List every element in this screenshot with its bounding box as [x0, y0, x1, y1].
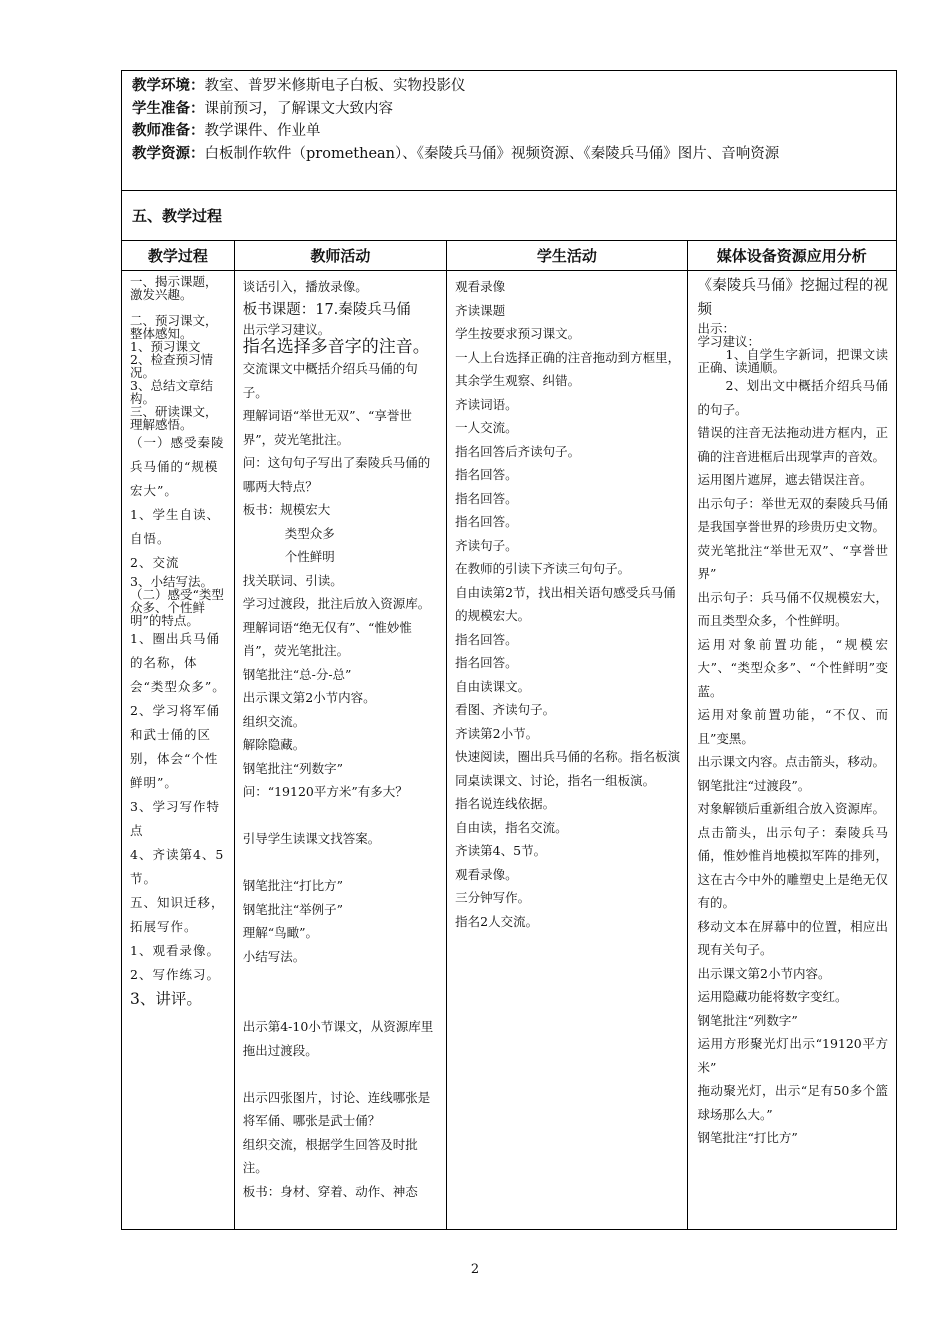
process-item: 一、揭示课题，激发兴趣。	[130, 274, 218, 302]
env-row: 教学环境：教室、普罗米修斯电子白板、实物投影仪	[132, 77, 466, 94]
media-item: 对象解锁后重新组合放入资源库。	[697, 801, 886, 816]
student-item: 一人交流。	[455, 420, 518, 435]
media-item: 荧光笔批注“举世无双”、“享誉世界”	[697, 542, 888, 581]
student-item: 观看录像。	[455, 866, 518, 882]
process-column	[122, 271, 234, 1229]
teacher-prep-row: 教师准备：教学课件、作业单	[132, 122, 321, 139]
media-item: 1、自学生字新词，把课文读正确、读通顺。	[697, 347, 888, 375]
teacher-item: 理解词语“绝无仅有”、“惟妙惟肖”，荧光笔批注。	[242, 619, 412, 658]
process-item: （二）感受“类型众多、个性鲜明”的特点。	[130, 587, 224, 628]
media-item: 拖动聚光灯，出示“足有50多个篮球场那么大。”	[697, 1083, 888, 1122]
student-item: 一人上台选择正确的注音拖动到方框里，其余学生观察、纠错。	[455, 349, 681, 388]
process-item: 2、学习将军俑和武士俑的区别，体会“个性鲜明”。	[130, 703, 220, 790]
process-item: 2、写作练习。	[130, 967, 220, 982]
student-item: 指名回答。	[455, 514, 518, 529]
process-item: 1、观看录像。	[130, 943, 220, 958]
student-item: 看图、齐读句子。	[455, 702, 556, 717]
process-item: 1、学生自读、自悟。	[130, 507, 220, 546]
teacher-item: 钢笔批注“举例子”	[242, 901, 343, 917]
student-item: 指名说连线依据。	[455, 796, 556, 811]
header-media: 媒体设备资源应用分析	[687, 241, 896, 270]
page-number: 2	[470, 1262, 480, 1277]
process-item: 3、讲评。	[130, 990, 202, 1008]
teacher-item: 指名选择多音字的注音。	[242, 337, 430, 357]
header-process: 教学过程	[147, 247, 208, 265]
process-item: 2、检查预习情况。	[130, 352, 213, 380]
student-item: 齐读第2小节。	[455, 725, 539, 741]
teacher-item: 谈话引入，播放录像。	[242, 279, 368, 294]
media-item: 点击箭头，出示句子：秦陵兵马俑，惟妙惟肖地模拟军阵的排列，这在古今中外的雕塑史上是绝无仅有的。	[697, 824, 888, 910]
student-column	[446, 271, 686, 1229]
student-item: 在教师的引读下齐读三句句子。	[455, 561, 631, 576]
teaching-info-block	[122, 71, 896, 191]
teacher-item: 板书：身材、穿着、动作、神态	[242, 1183, 418, 1199]
teacher-item: 交流课文中概括介绍兵马俑的句子。	[242, 361, 418, 400]
media-item: 错误的注音无法拖动进方框内，正确的注音进框后出现掌声的音效。	[697, 425, 888, 464]
media-item: 出示：	[697, 321, 736, 336]
student-item: 齐读句子。	[455, 537, 518, 553]
section-title: 五、教学过程	[122, 191, 896, 241]
table-body-row	[122, 271, 896, 1229]
process-item: 2、交流	[130, 555, 180, 570]
teacher-item: 出示第4-10小节课文，从资源库里拖出过渡段。	[242, 1019, 434, 1058]
teacher-spacer	[243, 851, 440, 875]
lesson-plan-table	[121, 70, 897, 1230]
teacher-item: 理解“鸟瞰”。	[242, 925, 318, 940]
student-item: 指名回答。	[455, 655, 518, 670]
header-teacher: 教师活动	[234, 241, 446, 270]
media-column	[687, 271, 896, 1229]
teacher-item: 类型众多	[284, 525, 335, 541]
teacher-item: 解除隐藏。	[242, 737, 306, 752]
student-item: 齐读词语。	[455, 396, 518, 412]
student-item: 同桌读课文、讨论，指名一组板演。	[455, 772, 656, 788]
teacher-item: 板书课题：17.秦陵兵马俑	[242, 301, 411, 318]
teacher-item: 出示学习建议。	[242, 322, 331, 337]
media-item: 运用隐藏功能将数字变红。	[697, 989, 848, 1004]
teacher-item: 钢笔批注“总-分-总”	[242, 666, 352, 682]
media-item: 移动文本在屏幕中的位置，相应出现有关句子。	[697, 918, 888, 957]
teacher-item: 个性鲜明	[284, 549, 335, 564]
table-header-row	[122, 241, 896, 271]
teacher-item: 出示四张图片，讨论、连线哪张是将军俑、哪张是武士俑？	[242, 1089, 431, 1128]
process-item: 3、总结文章结构。	[130, 378, 213, 406]
media-item: 运用对象前置功能，“规模宏大”、“类型众多”、“个性鲜明”变蓝。	[697, 636, 888, 699]
process-item: （一）感受秦陵兵马俑的“规模宏大”。	[130, 435, 225, 498]
teacher-item: 引导学生读课文找答案。	[242, 831, 381, 846]
media-item: 2、划出文中概括介绍兵马俑的句子。	[697, 378, 888, 417]
media-item: 学习建议：	[697, 334, 761, 349]
teacher-item: 板书：规模宏大	[242, 502, 331, 517]
teacher-item: 钢笔批注“列数字”	[242, 760, 343, 776]
media-item: 运用图片遮屏，遮去错误注音。	[697, 472, 873, 487]
media-item: 出示句子：举世无双的秦陵兵马俑是我国享誉世界的珍贵历史文物。	[697, 495, 888, 534]
teacher-item: 问：“19120平方米”有多大？	[242, 784, 408, 799]
teacher-spacer	[243, 968, 440, 1015]
teacher-item: 学习过渡段，批注后放入资源库。	[242, 596, 431, 611]
student-item: 指名回答。	[455, 467, 518, 482]
student-item: 齐读课题	[455, 302, 506, 318]
teacher-column	[234, 271, 446, 1229]
header-student: 学生活动	[446, 241, 686, 270]
teacher-item: 组织交流。	[242, 713, 306, 729]
teacher-spacer	[243, 1062, 440, 1086]
student-item: 指名回答。	[455, 490, 518, 506]
student-item: 齐读第4、5节。	[455, 843, 547, 858]
media-item: 钢笔批注“过渡段”。	[697, 777, 811, 793]
media-item: 运用对象前置功能，“不仅、而且”变黑。	[697, 707, 888, 746]
teacher-item: 出示课文第2小节内容。	[242, 690, 376, 705]
student-item: 指名回答后齐读句子。	[455, 443, 581, 459]
media-item: 钢笔批注“打比方”	[697, 1130, 798, 1145]
student-item: 三分钟写作。	[455, 890, 531, 905]
media-item: 出示课文内容。点击箭头，移动。	[697, 754, 886, 769]
process-item: 3、学习写作特点	[130, 799, 220, 838]
student-prep-row: 学生准备：课前预习，了解课文大致内容	[132, 99, 393, 117]
process-item: 3、小结写法。	[130, 574, 213, 589]
teacher-item: 小结写法。	[242, 948, 306, 964]
student-item: 自由读第2节，找出相关语句感受兵马俑的规模宏大。	[455, 584, 676, 623]
media-item: 钢笔批注“列数字”	[697, 1012, 798, 1028]
student-item: 自由读，指名交流。	[455, 819, 568, 835]
teacher-item: 理解词语“举世无双”、“享誉世界”，荧光笔批注。	[242, 408, 412, 447]
process-item: 三、研读课文，理解感悟。	[130, 404, 218, 432]
student-item: 指名回答。	[455, 631, 518, 647]
student-item: 自由读课文。	[455, 678, 531, 694]
student-item: 指名2人交流。	[455, 913, 539, 929]
resource-row: 教学资源：白板制作软件（promethean）、《秦陵兵马俑》视频资源、《秦陵兵马俑》图片、音响资源	[132, 144, 780, 162]
media-item: 出示课文第2小节内容。	[697, 965, 831, 981]
process-item: 五、知识迁移，拓展写作。	[130, 895, 225, 934]
process-item: 4、齐读第4、5节。	[130, 847, 225, 886]
media-item: 《秦陵兵马俑》挖掘过程的视频	[697, 278, 888, 318]
process-item: 1、圈出兵马俑的名称，体会“类型众多”。	[130, 631, 226, 694]
student-item: 学生按要求预习课文。	[455, 326, 581, 341]
process-item: 二、预习课文，整体感知。	[130, 313, 218, 341]
teacher-item: 钢笔批注“打比方”	[242, 878, 343, 893]
teacher-spacer	[243, 804, 440, 828]
teacher-item: 问：这句句子写出了秦陵兵马俑的哪两大特点？	[242, 455, 431, 494]
media-item: 运用方形聚光灯出示“19120平方米”	[697, 1036, 888, 1075]
student-item: 观看录像	[455, 279, 506, 294]
media-item: 出示句子：兵马俑不仅规模宏大，而且类型众多，个性鲜明。	[697, 589, 888, 628]
process-item: 1、预习课文	[130, 339, 201, 354]
teacher-item: 组织交流，根据学生回答及时批注。	[242, 1136, 418, 1175]
teacher-item: 找关联词、引读。	[242, 572, 343, 588]
student-item: 快速阅读，圈出兵马俑的名称。指名板演	[455, 749, 681, 764]
